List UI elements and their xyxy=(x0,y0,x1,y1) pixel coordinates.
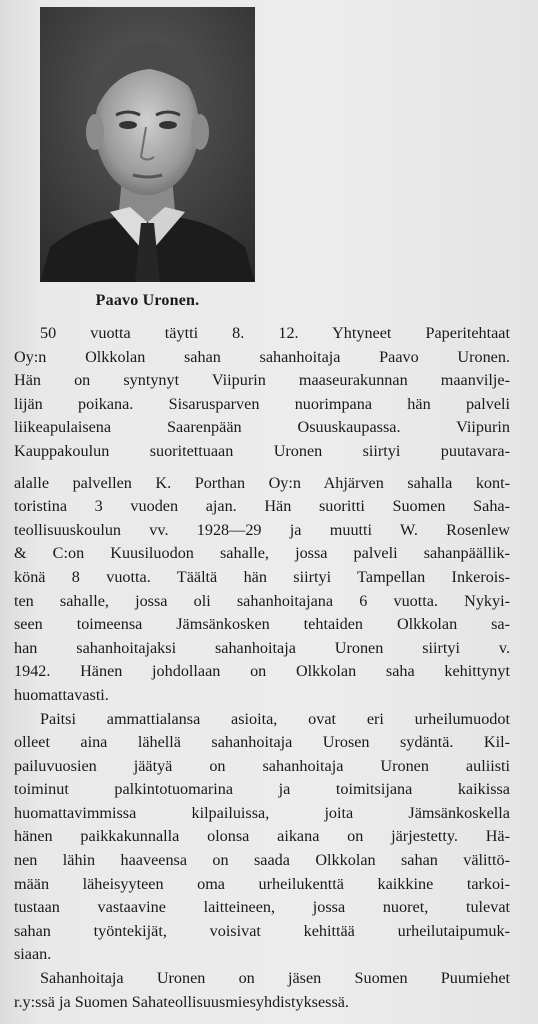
text-line: alalle palvellen K. Porthan Oy:n Ahjärven sahalla kont- xyxy=(14,473,510,492)
text-line: siaan. xyxy=(14,945,52,964)
portrait-photo xyxy=(40,7,255,282)
text-line: huomattavimmissa kilpailuissa, joita Jämsänkoskella xyxy=(14,803,510,822)
column-gap xyxy=(14,464,510,472)
text-line: r.y:ssä ja Suomen Sahateollisuusmiesyhdistyksessä. xyxy=(14,992,349,1011)
photo-caption: Paavo Uronen. xyxy=(95,292,200,309)
text-line: 50 vuotta täytti 8. 12. Yhtyneet Paperitehtaat xyxy=(40,324,510,342)
text-line: han sahanhoitajaksi sahanhoitaja Uronen siirtyi v. xyxy=(14,638,510,657)
text-line: teollisuuskoulun vv. 1928—29 ja muutti W. Rosenlew xyxy=(14,520,510,539)
text-line: 1942. Hänen johdollaan on Olkkolan saha kehittynyt xyxy=(14,662,510,681)
text-line: Kauppakoulun suoritettuaan Uronen siirtyi puutavara- xyxy=(14,441,510,460)
text-line: mään läheisyyteen oma urheilukenttä kaikkine tarkoi- xyxy=(14,874,510,893)
portrait-image xyxy=(40,7,255,282)
text-line: liikeapulaisena Saarenpään Osuuskaupassa. Viipurin xyxy=(14,418,510,437)
text-line: toristina 3 vuoden ajan. Hän suoritti Suomen Saha- xyxy=(14,497,510,516)
text-line: könä 8 vuotta. Täältä hän siirtyi Tampellan Inkerois- xyxy=(14,567,510,586)
text-line: olleet aina lähellä sahanhoitaja Urosen sydäntä. Kil- xyxy=(14,733,510,752)
text-line: Oy:n Olkkolan sahan sahanhoitaja Paavo Uronen. xyxy=(14,347,510,366)
article-body xyxy=(14,322,510,1014)
text-line: Sahanhoitaja Uronen on jäsen Suomen Puumiehet xyxy=(40,969,510,988)
text-line: toiminut palkintotuomarina ja toimitsijana kaikissa xyxy=(14,780,510,799)
text-line: ten sahalle, jossa oli sahanhoitajana 6 vuotta. Nykyi- xyxy=(14,591,510,610)
text-line: lijän poikana. Sisarusparven nuorimpana hän palveli xyxy=(14,394,510,413)
text-line: pailuvuosien jäätyä on sahanhoitaja Uronen auliisti xyxy=(14,756,510,775)
text-line: Hän on syntynyt Viipurin maaseurakunnan maanvilje- xyxy=(14,371,510,390)
text-line: seen toimeensa Jämsänkosken tehtaiden Olkkolan sa- xyxy=(14,615,510,634)
text-line: huomattavasti. xyxy=(14,685,109,704)
text-line: tustaan vastaavine laitteineen, jossa nuoret, tulevat xyxy=(14,898,510,917)
text-line: sahan työntekijät, voisivat kehittää urheilutaipumuk- xyxy=(14,921,510,940)
text-line: nen lähin haaveensa on saada Olkkolan sahan välittö- xyxy=(14,851,510,870)
text-line: & C:on Kuusiluodon sahalle, jossa palveli sahanpäällik- xyxy=(14,544,510,563)
text-line: Paitsi ammattialansa asioita, ovat eri urheilumuodot xyxy=(40,709,510,728)
text-line: hänen paikkakunnalla olonsa aikana on järjestetty. Hä- xyxy=(14,827,510,846)
